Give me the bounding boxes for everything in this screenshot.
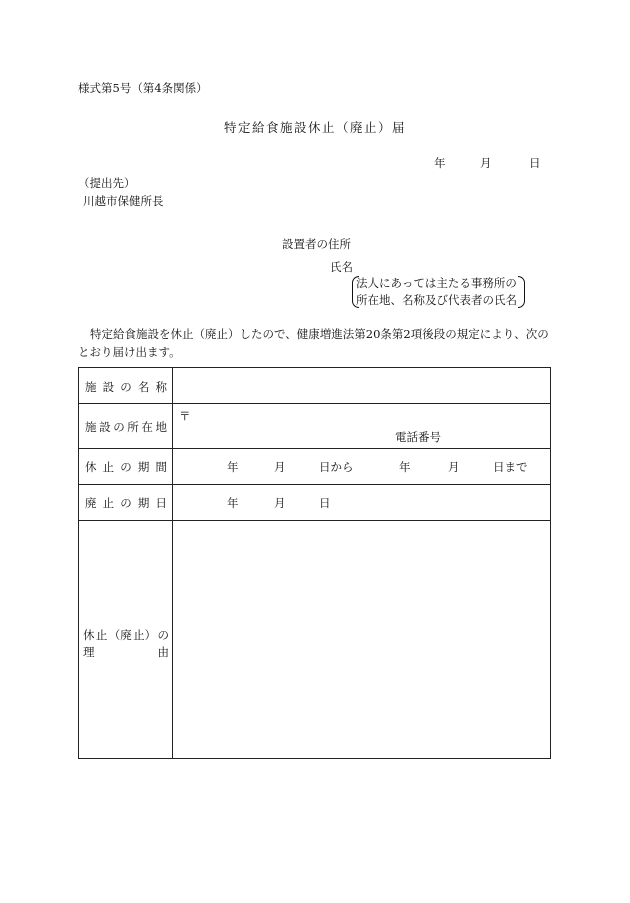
label-facility-location: 施 設 の 所 在 地 bbox=[85, 420, 167, 434]
abolition-month: 月 bbox=[274, 496, 286, 510]
suspension-from: 日から bbox=[319, 460, 354, 474]
postal-mark: 〒 bbox=[179, 409, 191, 423]
bracket-right bbox=[518, 276, 525, 308]
facility-name-field[interactable] bbox=[175, 370, 545, 401]
form-table bbox=[78, 367, 551, 759]
note-line-1: 法人にあっては主たる事務所の bbox=[356, 276, 517, 290]
body-text: 特定給食施設を休止（廃止）したので、健康増進法第20条第2項後段の規定により、次のとおり届け出ます。 bbox=[78, 327, 549, 359]
label-facility-name: 施 設 の 名 称 bbox=[85, 380, 167, 394]
row-divider bbox=[79, 448, 550, 449]
document-title: 特定給食施設休止（廃止）届 bbox=[223, 120, 406, 135]
phone-label: 電話番号 bbox=[395, 430, 441, 444]
reason-field[interactable] bbox=[175, 524, 547, 756]
label-abolition-date: 廃 止 の 期 日 bbox=[85, 496, 167, 510]
suspension-month-2: 月 bbox=[448, 460, 460, 474]
suspension-month-1: 月 bbox=[274, 460, 286, 474]
date-day: 日 bbox=[529, 156, 541, 170]
date-month: 月 bbox=[480, 156, 492, 170]
date-year: 年 bbox=[434, 156, 446, 170]
corporation-note bbox=[356, 275, 517, 309]
suspension-year-2: 年 bbox=[399, 460, 411, 474]
label-reason-line-2: 理 由 bbox=[83, 645, 169, 659]
applicant-address-label: 設置者の住所 bbox=[282, 237, 351, 251]
recipient-label: （提出先） bbox=[78, 176, 136, 190]
bracket-left bbox=[352, 276, 359, 308]
applicant-name-label: 氏名 bbox=[330, 260, 353, 274]
row-divider bbox=[79, 520, 550, 521]
note-line-2: 所在地、名称及び代表者の氏名 bbox=[356, 293, 517, 307]
label-suspension-period: 休 止 の 期 間 bbox=[85, 460, 167, 474]
column-divider bbox=[172, 368, 173, 758]
form-number: 様式第5号（第4条関係） bbox=[78, 81, 208, 95]
abolition-year: 年 bbox=[227, 496, 239, 510]
label-reason-line-1: 休 止 （廃 止） の bbox=[83, 628, 169, 642]
abolition-day: 日 bbox=[319, 496, 331, 510]
suspension-year-1: 年 bbox=[227, 460, 239, 474]
row-divider bbox=[79, 484, 550, 485]
row-divider bbox=[79, 403, 550, 404]
recipient-name: 川越市保健所長 bbox=[83, 194, 164, 208]
suspension-until: 日まで bbox=[493, 460, 528, 474]
